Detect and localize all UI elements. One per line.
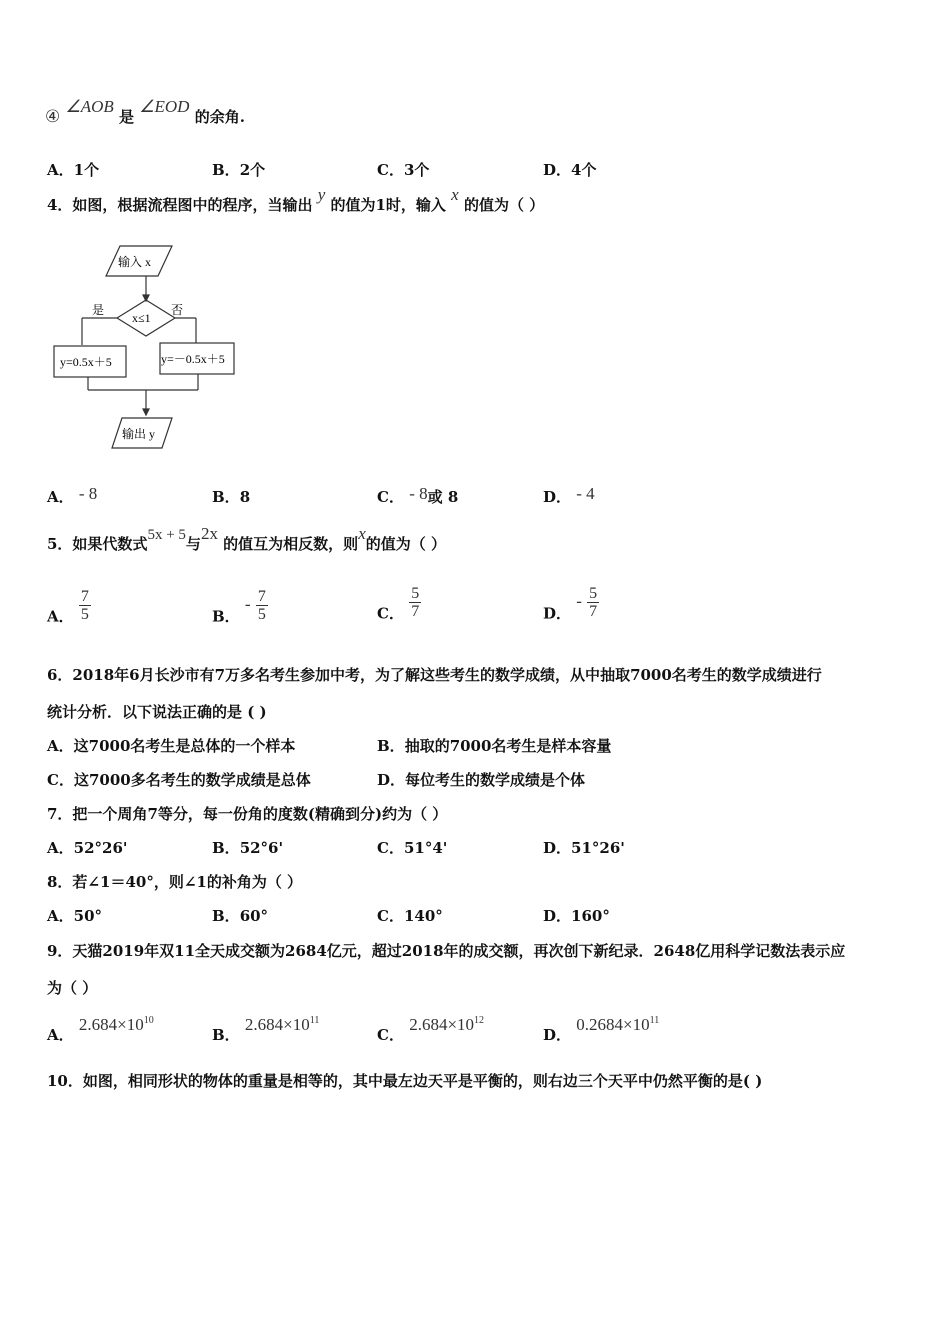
option-b[interactable]: B．60°: [212, 907, 269, 925]
q9-stem-line2: 为（ ）: [47, 979, 98, 997]
option-d[interactable]: D． - 4: [543, 484, 595, 506]
right-formula: y=－0.5x＋5: [161, 352, 225, 366]
yes-label: 是: [92, 303, 105, 317]
q7-stem: 7．把一个周角7等分，每一份角的度数(精确到分)约为（ ）: [47, 805, 448, 823]
q9-stem-line1: 9．天猫2019年双11全天成交额为2684亿元，超过2018年的成交额，再次创下新纪录．2648亿用科学记数法表示应: [47, 942, 846, 960]
left-formula: y=0.5x＋5: [60, 355, 112, 369]
q5-stem: 5．如果代数式5x + 5与2x 的值互为相反数，则x的值为（ ）: [47, 524, 446, 553]
option-a[interactable]: A． - 8: [47, 484, 98, 506]
q6-stem-line1: 6．2018年6月长沙市有7万多名考生参加中考，为了解这些考生的数学成绩，从中抽取7000名考生的数学成绩进行: [47, 666, 822, 684]
q10-stem: 10．如图，相同形状的物体的重量是相等的，其中最左边天平是平衡的，则右边三个天平中仍然平衡的是( ): [47, 1072, 763, 1090]
math-angle: ∠AOB: [65, 97, 114, 116]
option-d[interactable]: D．每位考生的数学成绩是个体: [377, 771, 586, 789]
option-a[interactable]: A．1个: [47, 161, 100, 179]
option-d[interactable]: D．4个: [543, 161, 597, 179]
option-a[interactable]: A．52°26': [47, 839, 128, 857]
option-c[interactable]: C．3个: [377, 161, 430, 179]
option-b[interactable]: B． $2.684\times 10^{11}$: [212, 1015, 320, 1044]
q8-stem: 8．若∠1＝40°，则∠1的补角为（ ）: [47, 873, 303, 891]
no-label: 否: [171, 303, 184, 317]
text: 的余角.: [194, 108, 245, 126]
condition-label: x≤1: [132, 311, 151, 325]
option-b[interactable]: B．抽取的7000名考生是样本容量: [377, 737, 612, 755]
option-b[interactable]: B．2个: [212, 161, 266, 179]
option-c[interactable]: C．51°4': [377, 839, 448, 857]
output-label: 输出 y: [122, 427, 156, 441]
option-c[interactable]: C． $2.684\times 10^{12}$: [377, 1015, 485, 1044]
option-d[interactable]: D． $0.2684\times 10^{11}$: [543, 1015, 660, 1044]
option-a[interactable]: A．这7000名考生是总体的一个样本: [47, 737, 296, 755]
q3-item4: [45, 97, 245, 126]
flowchart: [50, 240, 245, 455]
option-a[interactable]: A． $2.684\times 10^{10}$: [47, 1015, 154, 1044]
option-d[interactable]: D． - $\frac{5}{7}$: [543, 585, 598, 623]
option-a[interactable]: A．50°: [47, 907, 103, 925]
option-c[interactable]: C．140°: [377, 907, 443, 925]
math-angle: ∠EOD: [139, 97, 190, 116]
q6-stem-line2: 统计分析．以下说法正确的是 ( ): [47, 703, 267, 721]
option-b[interactable]: B．8: [212, 488, 251, 506]
option-b[interactable]: B．52°6': [212, 839, 284, 857]
q4-stem: 4．如图，根据流程图中的程序，当输出 y 的值为1时，输入 x 的值为（ ）: [47, 185, 545, 214]
input-label: 输入 x: [118, 255, 152, 269]
circled-number: ④: [45, 107, 61, 126]
option-c[interactable]: C． $\frac{5}{7}$: [377, 585, 420, 623]
option-b[interactable]: B． - $\frac{7}{5}$: [212, 588, 266, 626]
option-c[interactable]: C．这7000多名考生的数学成绩是总体: [47, 771, 311, 789]
text: 是: [119, 108, 135, 126]
option-c[interactable]: C． - 8或 8: [377, 484, 459, 506]
option-a[interactable]: A． $\frac{7}{5}$: [47, 588, 89, 626]
option-d[interactable]: D．160°: [543, 907, 610, 925]
option-d[interactable]: D．51°26': [543, 839, 625, 857]
